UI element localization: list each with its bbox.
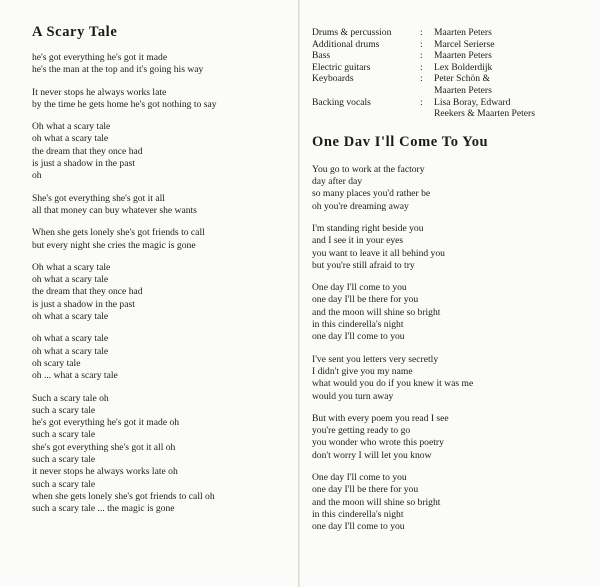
lyric-line: oh what a scary tale	[32, 133, 109, 145]
credit-row	[312, 50, 592, 62]
credits-list	[312, 27, 592, 120]
stanza	[32, 87, 292, 112]
credit-row	[312, 73, 592, 96]
credit-name: Reekers & Maarten Peters	[434, 108, 535, 120]
credit-name: Lisa Boray, Edward	[434, 96, 511, 108]
lyric-line: he's the man at the top and it's going his way	[32, 64, 204, 76]
scary-tale-lyrics	[32, 52, 292, 516]
credit-separator: :	[420, 50, 423, 62]
credit-name: Peter Schön &	[434, 73, 490, 85]
stanza	[312, 354, 592, 403]
lyric-line: but every night she cries the magic is gone	[32, 239, 196, 251]
right-column	[312, 27, 592, 543]
lyric-line: such a scary tale	[32, 454, 96, 466]
credit-name: Maarten Peters	[434, 50, 492, 62]
stanza	[312, 472, 592, 533]
stanza	[312, 282, 592, 343]
lyric-line: what would you do if you knew it was me	[312, 378, 474, 390]
lyric-line: such a scary tale	[32, 429, 96, 441]
lyric-line: oh scary tale	[32, 357, 81, 369]
one-day-lyrics	[312, 164, 592, 534]
lyric-line: one day I'll come to you	[312, 521, 405, 533]
lyric-line: Oh what a scary tale	[32, 261, 111, 273]
lyric-line: and I see it in your eyes	[312, 235, 404, 247]
credit-separator: :	[420, 61, 423, 73]
credit-separator: :	[420, 27, 423, 38]
lyric-line: but you're still afraid to try	[312, 259, 415, 271]
lyric-line: the dream that they once had	[32, 145, 143, 157]
credit-role: Backing vocals	[312, 96, 371, 108]
lyric-line: such a scary tale	[32, 478, 96, 490]
lyric-line: and the moon will shine so bright	[312, 306, 441, 318]
lyric-line: the dream that they once had	[32, 286, 143, 298]
stanza	[312, 223, 592, 272]
lyric-line: is just a shadow in the past	[32, 158, 135, 170]
credit-names	[434, 97, 592, 120]
lyric-line: oh what a scary tale	[32, 333, 109, 345]
lyric-line: you're getting ready to go	[312, 425, 411, 437]
lyric-line: Such a scary tale oh	[32, 392, 109, 404]
stanza	[32, 333, 292, 382]
lyric-line: It never stops he always works late	[32, 86, 167, 98]
lyric-line: I'm standing right beside you	[312, 222, 424, 234]
lyric-line: oh what a scary tale	[32, 311, 109, 323]
stanza	[312, 164, 592, 213]
credit-role: Electric guitars	[312, 61, 371, 73]
lyric-line: one day I'll be there for you	[312, 484, 419, 496]
lyric-line: Oh what a scary tale	[32, 121, 111, 133]
song-title-one-day: One Dav I'll Come To You	[312, 133, 489, 150]
credit-role: Drums & percussion	[312, 27, 392, 38]
credit-row	[312, 27, 592, 39]
stanza	[32, 262, 292, 323]
stanza	[32, 121, 292, 182]
lyric-line: One day I'll come to you	[312, 471, 407, 483]
lyric-line: She's got everything she's got it all	[32, 192, 165, 204]
lyric-line: don't worry I will let you know	[312, 449, 432, 461]
lyric-line: oh what a scary tale	[32, 345, 109, 357]
credit-row	[312, 62, 592, 74]
lyric-line: oh ... what a scary tale	[32, 370, 118, 382]
lyric-line: when she gets lonely she's got friends to call oh	[32, 490, 215, 502]
credit-separator: :	[420, 96, 423, 108]
credit-row	[312, 97, 592, 120]
lyric-line: such a scary tale ... the magic is gone	[32, 503, 175, 515]
credit-name: Marcel Serierse	[434, 38, 495, 50]
credit-names	[434, 62, 592, 74]
credit-names	[434, 27, 592, 39]
lyric-line: But with every poem you read I see	[312, 412, 449, 424]
lyric-line: she's got everything she's got it all oh	[32, 441, 176, 453]
credit-name: Lex Bolderdijk	[434, 61, 493, 73]
lyric-line: so many places you'd rather be	[312, 188, 431, 200]
credit-separator: :	[420, 38, 423, 50]
lyric-line: oh you're dreaming away	[312, 200, 409, 212]
lyric-line: One day I'll come to you	[312, 282, 407, 294]
lyric-line: day after day	[312, 176, 363, 188]
lyric-line: When she gets lonely she's got friends to call	[32, 227, 205, 239]
credit-role: Additional drums	[312, 38, 380, 50]
lyric-line: is just a shadow in the past	[32, 298, 135, 310]
lyric-line: by the time he gets home he's got nothing to say	[32, 98, 217, 110]
credit-name: Maarten Peters	[434, 84, 492, 96]
credit-names	[434, 39, 592, 51]
lyric-line: one day I'll be there for you	[312, 294, 419, 306]
stanza	[312, 413, 592, 462]
lyric-line: would you turn away	[312, 390, 394, 402]
lyric-line: such a scary tale	[32, 404, 96, 416]
lyric-line: he's got everything he's got it made oh	[32, 417, 180, 429]
stanza	[32, 52, 292, 77]
lyric-line: I've sent you letters very secretly	[312, 353, 439, 365]
lyric-line: oh	[32, 170, 42, 182]
credit-row	[312, 39, 592, 51]
lyric-line: it never stops he always works late oh	[32, 466, 178, 478]
lyric-line: oh what a scary tale	[32, 274, 109, 286]
credit-separator: :	[420, 73, 423, 85]
stanza	[32, 227, 292, 252]
lyric-line: in this cinderella's night	[312, 319, 404, 331]
song-title-scary-tale: A Scary Tale	[32, 24, 118, 40]
stanza	[32, 193, 292, 218]
lyric-line: he's got everything he's got it made	[32, 52, 168, 63]
lyric-line: one day I'll come to you	[312, 331, 405, 343]
credit-names	[434, 50, 592, 62]
lyric-line: and the moon will shine so bright	[312, 496, 441, 508]
lyric-line: you want to leave it all behind you	[312, 247, 445, 259]
credit-role: Bass	[312, 50, 331, 62]
lyric-line: You go to work at the factory	[312, 163, 425, 175]
page-fold	[298, 0, 300, 587]
credit-name: Maarten Peters	[434, 27, 492, 38]
left-column	[32, 24, 292, 526]
lyric-line: in this cinderella's night	[312, 508, 404, 520]
lyric-line: you wonder who wrote this poetry	[312, 437, 444, 449]
credit-role: Keyboards	[312, 73, 354, 85]
stanza	[32, 393, 292, 516]
lyric-line: all that money can buy whatever she wants	[32, 204, 197, 216]
lyric-line: I didn't give you my name	[312, 365, 413, 377]
credit-names	[434, 73, 592, 96]
